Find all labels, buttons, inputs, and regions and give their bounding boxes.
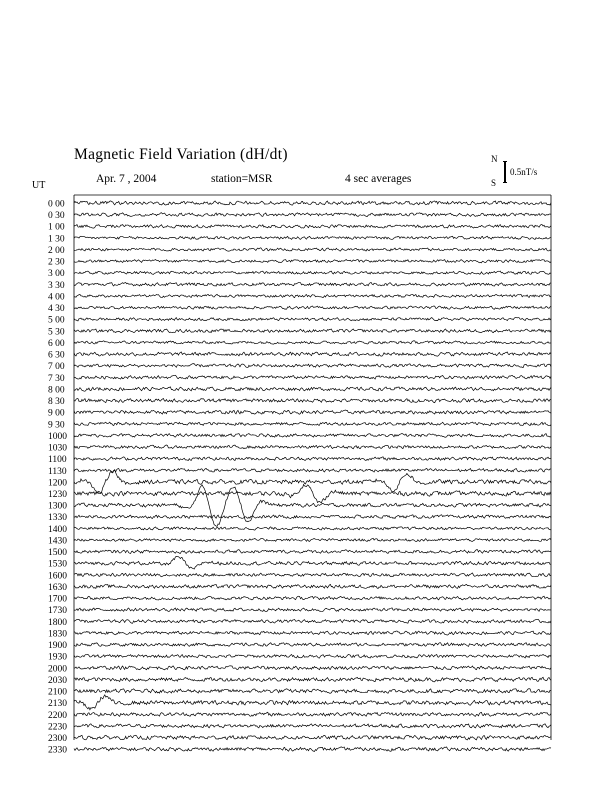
- trace-2200: [74, 712, 551, 716]
- row-label: 2330: [48, 745, 67, 756]
- trace-1630: [74, 584, 551, 588]
- row-label: 2200: [48, 710, 67, 721]
- trace-1230: [74, 484, 551, 502]
- trace-730: [74, 375, 551, 379]
- row-label: 1230: [48, 490, 67, 500]
- row-label: 2000: [48, 664, 67, 675]
- row-label: 2300: [48, 734, 67, 745]
- trace-2000: [74, 666, 551, 670]
- trace-1830: [74, 631, 551, 635]
- row-label: 1000: [48, 431, 67, 442]
- row-label: 1530: [48, 559, 67, 570]
- row-label: 1600: [48, 571, 67, 582]
- trace-1430: [74, 538, 551, 541]
- trace-830: [74, 399, 551, 403]
- trace-300: [74, 271, 551, 274]
- scale-value-label: 0.5nT/s: [510, 167, 538, 177]
- row-label: 1930: [48, 652, 67, 663]
- row-label: 6 00: [48, 338, 65, 349]
- trace-400: [74, 294, 551, 297]
- row-label: 1100: [48, 455, 67, 466]
- row-label: 1700: [48, 594, 67, 605]
- row-label: 2030: [48, 675, 67, 686]
- row-label: 1200: [48, 478, 67, 489]
- row-label: 6 30: [48, 350, 65, 361]
- trace-1800: [74, 619, 551, 623]
- row-label: 0 00: [48, 199, 65, 210]
- plot-frame: [74, 195, 551, 740]
- row-label: 1 30: [48, 234, 65, 245]
- trace-530: [74, 329, 551, 333]
- trace-2130: [74, 695, 551, 710]
- scale-south-label: S: [491, 178, 497, 188]
- row-label: 1430: [48, 536, 67, 547]
- row-label: 9 00: [48, 408, 65, 419]
- trace-1130: [74, 468, 551, 472]
- trace-1200: [74, 470, 551, 494]
- row-label: 9 30: [48, 420, 65, 431]
- row-label: 4 00: [48, 292, 65, 303]
- trace-1600: [74, 573, 551, 577]
- averaging-label: 4 sec averages: [345, 173, 412, 185]
- trace-200: [74, 248, 551, 251]
- trace-1530: [74, 556, 551, 569]
- trace-500: [74, 318, 551, 321]
- trace-1700: [74, 596, 551, 600]
- row-label: 2100: [48, 687, 67, 698]
- row-label: 1 00: [48, 222, 65, 233]
- row-label: 1900: [48, 641, 67, 652]
- row-label: 8 30: [48, 397, 65, 408]
- row-label: 1730: [48, 606, 67, 617]
- row-label: 1030: [48, 443, 67, 454]
- trace-1400: [74, 527, 551, 530]
- trace-2300: [74, 735, 551, 740]
- trace-630: [74, 352, 551, 356]
- trace-700: [74, 364, 551, 368]
- trace-100: [74, 225, 551, 229]
- trace-1100: [74, 457, 551, 461]
- trace-600: [74, 341, 551, 344]
- row-label-group: [48, 200, 67, 756]
- trace-130: [74, 236, 551, 239]
- row-label: 2 30: [48, 257, 65, 268]
- row-label: 3 00: [48, 269, 65, 280]
- trace-030: [74, 213, 551, 217]
- row-label: 4 30: [48, 304, 65, 315]
- trace-930: [74, 422, 551, 426]
- scale-north-label: N: [491, 154, 498, 164]
- row-label: 3 30: [48, 280, 65, 291]
- row-label: 1130: [48, 466, 67, 477]
- trace-1500: [74, 550, 551, 554]
- trace-2330: [74, 747, 551, 751]
- trace-2100: [74, 689, 551, 694]
- trace-1030: [74, 445, 551, 449]
- row-label: 0 30: [48, 211, 65, 222]
- trace-group: [74, 201, 551, 752]
- date-label: Apr. 7 , 2004: [96, 173, 157, 185]
- row-label: 1630: [48, 582, 67, 593]
- trace-800: [74, 387, 551, 391]
- row-label: 2130: [48, 699, 67, 710]
- ut-axis-label: UT: [32, 180, 46, 191]
- trace-2030: [74, 677, 551, 681]
- row-label: 2 00: [48, 245, 65, 256]
- row-label: 5 00: [48, 315, 65, 326]
- trace-330: [74, 282, 551, 286]
- trace-230: [74, 260, 551, 263]
- trace-1000: [74, 434, 551, 438]
- row-label: 1400: [48, 524, 67, 535]
- row-label: 2230: [48, 722, 67, 733]
- row-label: 1500: [48, 548, 67, 559]
- row-label: 7 00: [48, 362, 65, 373]
- station-label: station=MSR: [211, 173, 273, 185]
- chart-title: Magnetic Field Variation (dH/dt): [74, 146, 288, 163]
- trace-1330: [74, 515, 551, 519]
- trace-000: [74, 201, 551, 205]
- row-label: 8 00: [48, 385, 65, 396]
- row-label: 1800: [48, 617, 67, 628]
- row-label: 5 30: [48, 327, 65, 338]
- row-label: 7 30: [48, 373, 65, 384]
- row-label: 1300: [48, 501, 67, 512]
- trace-430: [74, 306, 551, 309]
- trace-1300: [74, 485, 551, 526]
- row-label: 1830: [48, 629, 67, 640]
- row-label: 1330: [48, 513, 67, 524]
- trace-1730: [74, 608, 551, 612]
- trace-1900: [74, 643, 551, 647]
- trace-2230: [74, 724, 551, 728]
- trace-900: [74, 410, 551, 414]
- trace-1930: [74, 654, 551, 658]
